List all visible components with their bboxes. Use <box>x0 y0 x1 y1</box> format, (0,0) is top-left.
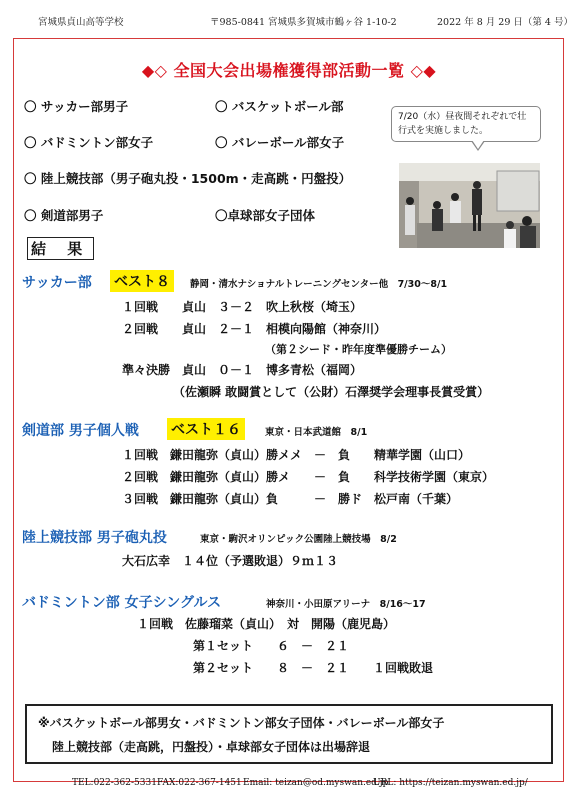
kendo-round-2: ２回戦 鎌田龍弥（貞山）勝メ － 負 科学技術学園（東京） <box>122 470 495 484</box>
badminton-set-2: 第２セット ８ － ２１ １回戦敗退 <box>193 661 434 675</box>
club-kendo: 〇 剣道部男子 <box>24 208 104 223</box>
soccer-venue: 静岡・清水ナショナルトレーニングセンター他 7/30〜8/1 <box>190 279 448 290</box>
kendo-badge: ベスト１６ <box>167 418 245 440</box>
club-badminton: 〇 バドミントン部女子 <box>24 135 154 150</box>
photo-caption: 7/20（水）昼夜間それぞれで壮行式を実施しました。 <box>391 106 541 142</box>
soccer-section-title: サッカー部 <box>22 275 92 291</box>
badminton-section-title: バドミントン部 女子シングルス <box>22 595 222 611</box>
badminton-set-1: 第１セット ６ － ２１ <box>193 639 350 653</box>
footer-tel: TEL:022-362-5331 <box>72 778 157 788</box>
school-address: 〒985-0841 宮城県多賀城市鶴ヶ谷 1-10-2 <box>210 17 397 28</box>
soccer-badge: ベスト８ <box>110 270 174 292</box>
kendo-section-title: 剣道部 男子個人戦 <box>22 423 139 439</box>
soccer-quarterfinal: 準々決勝 貞山 ０－１ 博多青松（福岡） <box>122 363 363 377</box>
footer-url[interactable]: URL: https://teizan.myswan.ed.jp/ <box>373 778 528 788</box>
withdrawal-notice-line-1: ※バスケットボール部男女・バドミントン部女子団体・バレーボール部女子 <box>38 716 445 730</box>
kendo-round-1: １回戦 鎌田龍弥（貞山）勝メメ － 負 精華学園（山口） <box>122 448 471 462</box>
club-table-tennis: 〇卓球部女子団体 <box>215 208 316 223</box>
soccer-seed-note: （第２シード・昨年度準優勝チーム） <box>265 343 452 356</box>
issue-date: 2022 年 8 月 29 日（第 4 号） <box>437 17 573 28</box>
kendo-venue: 東京・日本武道館 8/1 <box>265 427 368 438</box>
club-soccer: 〇 サッカー部男子 <box>24 99 129 114</box>
page-title: ◆◇ 全国大会出場権獲得部活動一覧 ◇◆ <box>141 61 437 80</box>
badminton-venue: 神奈川・小田原アリーナ 8/16〜17 <box>266 599 426 610</box>
ceremony-photo <box>399 163 540 248</box>
withdrawal-notice-box <box>25 704 553 764</box>
kendo-round-3: ３回戦 鎌田龍弥（貞山）負 － 勝ド 松戸南（千葉） <box>122 492 459 506</box>
footer-email[interactable]: Email: teizan@od.myswan.ed.jp <box>243 778 389 788</box>
club-basketball: 〇 バスケットボール部 <box>215 99 344 114</box>
badminton-round-1: １回戦 佐藤瑠菜（貞山） 対 開陽（鹿児島） <box>137 617 396 631</box>
athletics-section-title: 陸上競技部 男子砲丸投 <box>22 530 167 546</box>
school-name: 宮城県貞山高等学校 <box>38 17 124 28</box>
results-heading: 結 果 <box>27 237 94 260</box>
footer-fax: FAX:022-367-1451 <box>157 778 242 788</box>
club-athletics: 〇 陸上競技部（男子砲丸投・1500m・走高跳・円盤投） <box>24 171 352 186</box>
soccer-round-1: １回戦 貞山 ３－２ 吹上秋桜（埼玉） <box>122 300 363 314</box>
athletics-result: 大石広幸 １４位（予選敗退）９ｍ１３ <box>122 554 339 568</box>
club-volleyball: 〇 バレーボール部女子 <box>215 135 345 150</box>
withdrawal-notice-line-2: 陸上競技部（走高跳，円盤投）・卓球部女子団体は出場辞退 <box>52 740 371 754</box>
athletics-venue: 東京・駒沢オリンピック公園陸上競技場 8/2 <box>200 534 397 545</box>
soccer-award: （佐瀬瞬 敢闘賞として（公財）石澤奨学会理事長賞受賞） <box>173 385 490 399</box>
soccer-round-2: ２回戦 貞山 ２－１ 相模向陽館（神奈川） <box>122 322 387 336</box>
